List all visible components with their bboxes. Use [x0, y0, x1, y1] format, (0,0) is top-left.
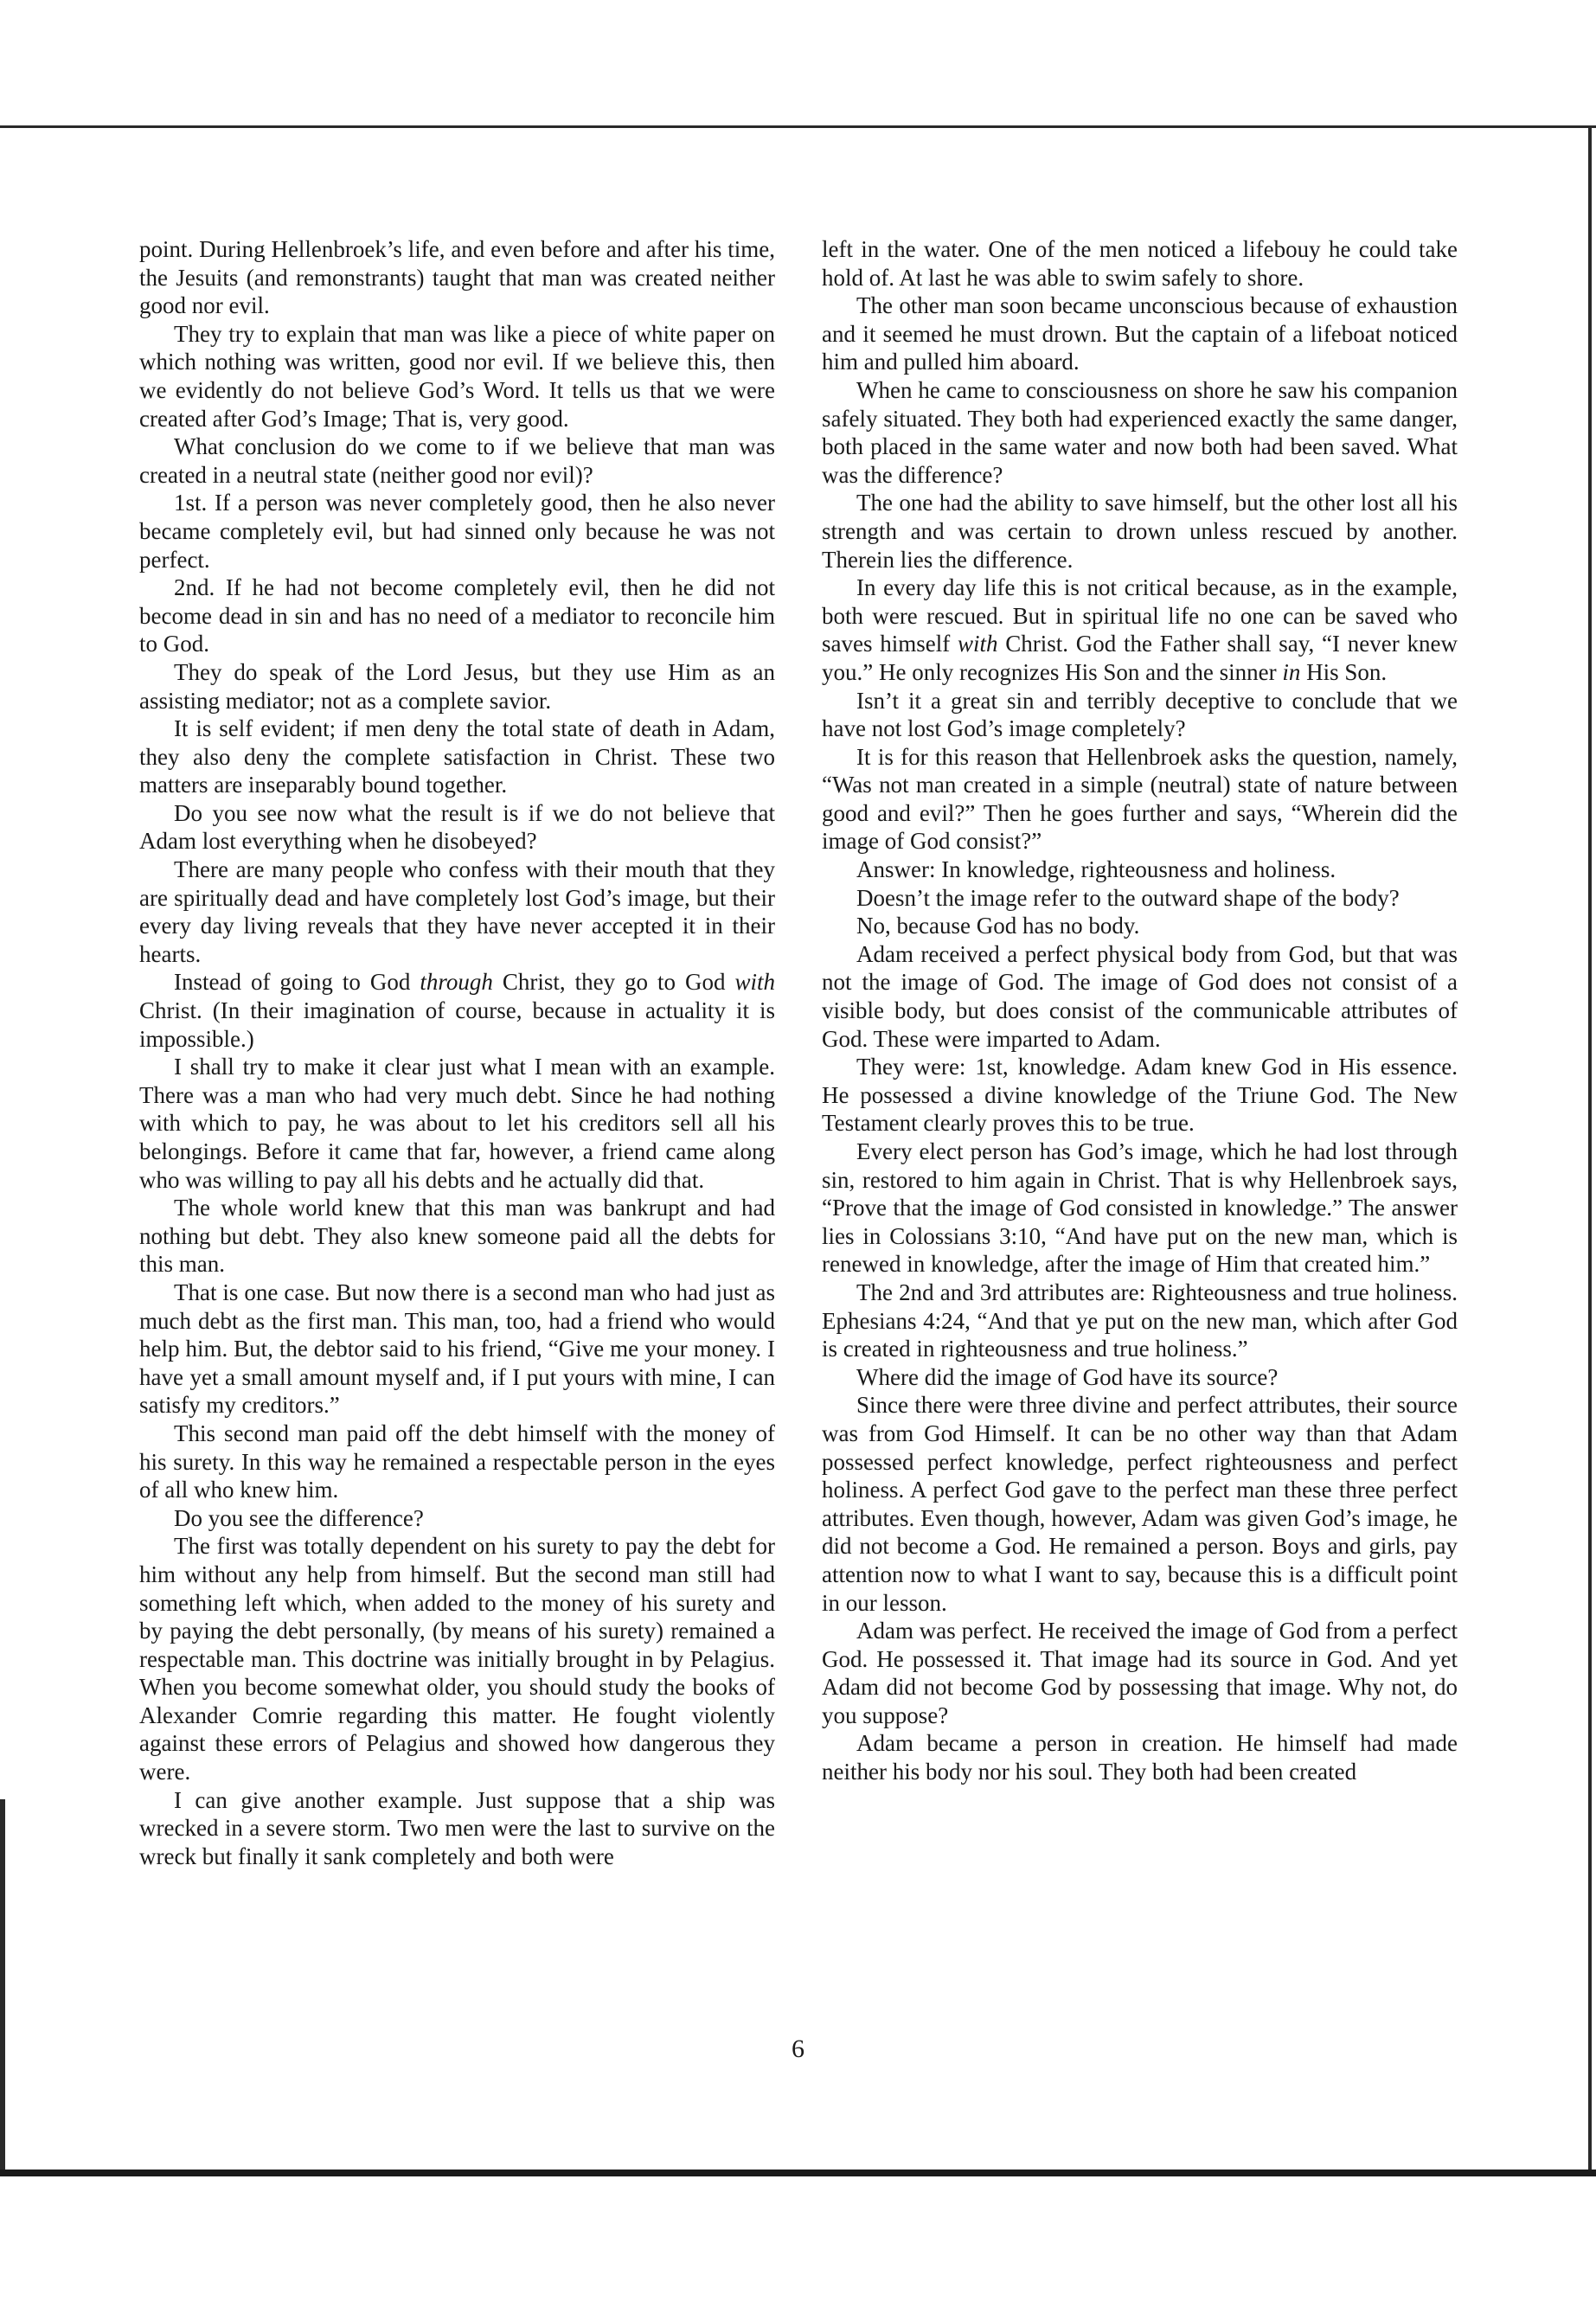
paragraph-text: Christ, they go to God [492, 969, 735, 996]
emphasis-in: in [1282, 658, 1301, 685]
paragraph: They were: 1st, knowledge. Adam knew God in His essence. He possessed a divine knowledge of the Triune God. The New Testament clearly proves this to be true. [822, 1054, 1458, 1137]
paragraph: Do you see the difference? [174, 1504, 424, 1531]
left-column [139, 235, 775, 1870]
emphasis-through: through [420, 969, 493, 996]
paragraph: Since there were three divine and perfect attributes, their source was from God Himself. It can be no other way than that Adam possessed perfect knowledge, perfect righteousness and perfect holiness. A perfect God gave to the perfect man these three perfect attributes. Even though, however, Adam was given God’s image, he did not become a God. He remained a person. Boys and girls, pay attention now to what I want to say, because this is a difficult point in our lesson. [822, 1392, 1458, 1616]
paragraph: Do you see now what the result is if we do not believe that Adam lost everything when he disobeyed? [139, 799, 775, 855]
paragraph [139, 968, 775, 1053]
paragraph: There are many people who confess with their mouth that they are spiritually dead and have completely lost God’s image, but their every day living reveals that they have never accepted it in their hearts. [139, 856, 775, 967]
paragraph-text: Christ. God the Father shall say, “I never knew you.” He only recognizes His Son and the sinner [822, 631, 1458, 685]
emphasis-with: with [958, 631, 998, 657]
paragraph-text: Christ. (In their imagination of course, because in actuality it is impossible.) [139, 997, 775, 1052]
paragraph: The whole world knew that this man was bankrupt and had nothing but debt. They also knew someone paid all the debts for this man. [139, 1195, 775, 1278]
page-number: 6 [792, 2035, 804, 2063]
paragraph: The other man soon became unconscious because of exhaustion and it seemed he must drown. But the captain of a lifeboat noticed him and pulled him aboard. [822, 292, 1458, 375]
paragraph-text: In every day life this is not critical because, as in the example, both were rescued. But in spiritual life no one can be saved who saves himself [822, 574, 1458, 657]
paragraph: left in the water. One of the men noticed a lifebouy he could take hold of. At last he was able to swim safely to shore. [822, 236, 1458, 291]
paragraph-text: His Son. [1300, 658, 1388, 685]
paragraph: Adam was perfect. He received the image of God from a perfect God. He possessed it. That image had its source in God. And yet Adam did not become God by possessing that image. Why not, do you suppose? [822, 1618, 1458, 1728]
right-column [822, 235, 1458, 1786]
paragraph: 2nd. If he had not become completely evil, then he did not become dead in sin and has no need of a mediator to reconcile him to God. [139, 574, 775, 657]
paragraph: Adam received a perfect physical body from God, but that was not the image of God. The image of God does not consist of a visible body, but does consist of the communicable attributes of God. These were imparted to Adam. [822, 940, 1458, 1052]
paragraph: I shall try to make it clear just what I mean with an example. There was a man who had very much debt. Since he had nothing with which to pay, he was about to let his creditors sell all his belongings. Before it came that far, however, a friend came along who was willing to pay all his debts and he actually did that. [139, 1054, 775, 1193]
paragraph: They try to explain that man was like a piece of white paper on which nothing was written, good nor evil. If we believe this, then we evidently do not believe God’s Word. It tells us that we were created after God’s Image; That is, very good. [139, 320, 775, 432]
paragraph: Every elect person has God’s image, which he had lost through sin, restored to him again in Christ. That is why Hellenbroek says, “Prove that the image of God consisted in knowledge.” The answer lies in Colossians 3:10, “And have put on the new man, which is renewed in knowledge, after the image of Him that created him.” [822, 1138, 1458, 1278]
paragraph: When he came to consciousness on shore he saw his companion safely situated. They both had experienced exactly the same danger, both placed in the same water and now both had been saved. What was the difference? [822, 376, 1458, 488]
paragraph-text: Instead of going to God [174, 969, 420, 996]
paragraph: It is self evident; if men deny the total state of death in Adam, they also deny the complete satisfaction in Christ. These two matters are inseparably bound together. [139, 715, 775, 798]
paragraph [822, 574, 1458, 686]
paragraph: No, because God has no body. [856, 913, 1140, 939]
paragraph: Doesn’t the image refer to the outward shape of the body? [856, 884, 1400, 911]
paragraph: What conclusion do we come to if we believe that man was created in a neutral state (neither good nor evil)? [139, 433, 775, 488]
paragraph: This second man paid off the debt himself with the money of his surety. In this way he remained a respectable person in the eyes of all who knew him. [139, 1420, 775, 1503]
right-edge-rule [1588, 125, 1592, 2174]
paragraph: They do speak of the Lord Jesus, but they use Him as an assisting mediator; not as a complete savior. [139, 658, 775, 714]
bottom-border-rule [0, 2170, 1596, 2176]
paragraph: Where did the image of God have its source? [856, 1363, 1279, 1390]
paragraph: It is for this reason that Hellenbroek asks the question, namely, “Was not man created in a simple (neutral) state of nature between good and evil?” Then he goes further and says, “Wherein did the image of God consist?” [822, 743, 1458, 855]
paragraph: point. During Hellenbroek’s life, and even before and after his time, the Jesuits (and remonstrants) taught that man was created neither good nor evil. [139, 236, 775, 319]
paragraph: The first was totally dependent on his surety to pay the debt for him without any help from himself. But the second man still had something left which, when added to the money of his surety and by paying the debt personally, (by means of his surety) remained a respectable man. This doctrine was initially brought in by Pelagius. When you become somewhat older, you should study the books of Alexander Comrie regarding this matter. He fought violently against these errors of Pelagius and showed how dangerous they were. [139, 1533, 775, 1785]
paragraph: Isn’t it a great sin and terribly deceptive to conclude that we have not lost God’s image completely? [822, 687, 1458, 742]
emphasis-with: with [734, 969, 775, 996]
paragraph: The 2nd and 3rd attributes are: Righteousness and true holiness. Ephesians 4:24, “And that ye put on the new man, which after God is created in righteousness and true holiness.” [822, 1279, 1458, 1362]
paragraph: I can give another example. Just suppose that a ship was wrecked in a severe storm. Two men were the last to survive on the wreck but finally it sank completely and both were [139, 1786, 775, 1869]
paragraph: 1st. If a person was never completely good, then he also never became completely evil, but had sinned only because he was not perfect. [139, 490, 775, 573]
paragraph: That is one case. But now there is a second man who had just as much debt as the first man. This man, too, had a friend who would help him. But, the debtor said to his friend, “Give me your money. I have yet a small amount myself and, if I put yours with mine, I can satisfy my creditors.” [139, 1279, 775, 1419]
paragraph: The one had the ability to save himself, but the other lost all his strength and was certain to drown unless rescued by another. Therein lies the difference. [822, 490, 1458, 573]
paragraph: Adam became a person in creation. He himself had made neither his body nor his soul. They both had been created [822, 1730, 1458, 1785]
top-border-rule [0, 125, 1596, 128]
left-edge-shadow [0, 1799, 5, 2171]
paragraph: Answer: In knowledge, righteousness and holiness. [856, 856, 1336, 883]
